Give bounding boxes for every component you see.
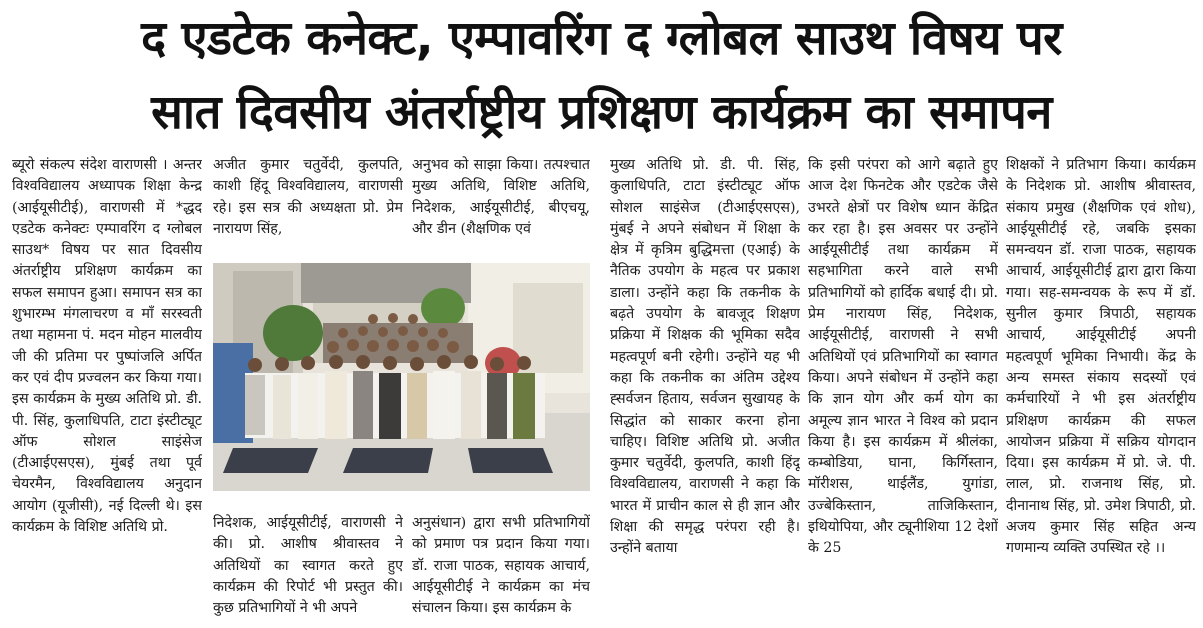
article-column-6 (1006, 155, 1196, 617)
column-4-text: मुख्य अतिथि प्रो. डी. पी. सिंह, कुलाधिपति, टाटा इंस्टीट्यूट ऑफ सोशल साइंसेज (टीआईएसएस), मुंबई ने अपने संबोधन में शिक्षा के क्षेत्र में कृत्रिम बुद्धिमत्ता (एआई) के नैतिक उपयोग के महत्व पर प्रकाश डाला। उन्होंने कहा कि तकनीक के बढ़ते उपयोग के बावजूद शिक्षण प्रक्रिया में शिक्षक की भूमिका सदैव महत्वपूर्ण बनी रहेगी। उन्होंने यह भी कहा कि तकनीक का अंतिम उद्देश्य ह्सर्वजन हिताय, सर्वजन सुखायह के सिद्धांत को साकार करना होना चाहिए। विशिष्ट अतिथि प्रो. अजीत कुमार चतुर्वेदी, कुलपति, काशी हिंदू विश्वविद्यालय, वाराणसी ने कहा कि भारत में प्राचीन काल से ही ज्ञान और शिक्षा की समृद्ध परंपरा रही है। उन्होंने बताया (610, 157, 800, 557)
headline-line-1: द एडटेक कनेक्ट, एम्पावरिंग द ग्लोबल साउथ विषय पर (141, 11, 1062, 66)
column-3-bottom-text: अनुसंधान) द्वारा सभी प्रतिभागियों को प्रमाण पत्र प्रदान किया गया। डॉ. राजा पाठक, सहायक आचार्य, आईयूसीटीई ने कार्यक्रम का मंच संचालन किया। इस कार्यक्रम के (412, 515, 590, 617)
article-column-1 (12, 155, 202, 617)
column-3-top-text: अनुभव को साझा किया। तत्पश्चात मुख्य अतिथि, विशिष्ट अतिथि, निदेशक, आईयूसीटीई, बीएचयू, और डीन (शैक्षणिक एवं (412, 157, 590, 237)
column-5-text: कि इसी परंपरा को आगे बढ़ाते हुए आज देश फिनटेक और एडटेक जैसे उभरते क्षेत्रों पर विशेष ध्यान केंद्रित कर रहा है। इस अवसर पर उन्होंने आईयूसीटीई तथा कार्यक्रम में सहभागिता करने वाले सभी प्रतिभागियों को हार्दिक बधाई दी। प्रो. प्रेम नारायण सिंह, निदेशक, आईयूसीटीई, वाराणसी ने सभी अतिथियों एवं प्रतिभागियों का स्वागत किया। अपने संबोधन में उन्होंने कहा कि ज्ञान योग और कर्म योग का अमूल्य ज्ञान भारत ने विश्व को प्रदान किया है। इस कार्यक्रम में श्रीलंका, कम्बोडिया, घाना, किर्गिस्तान, मॉरीशस, थाईलैंड, युगांडा, उज्बेकिस्तान, ताजिकिस्तान, इथियोपिया, और ट्यूनीशिया 12 देशों के 25 (808, 157, 998, 557)
column-2-bottom-text: निदेशक, आईयूसीटीई, वाराणसी ने की। प्रो. आशीष श्रीवास्तव ने अतिथियों का स्वागत करते हुए कार्यक्रम की रिपोर्ट भी प्रस्तुत की। कुछ प्रतिभागियों ने भी अपने (213, 515, 403, 617)
headline-line-2: सात दिवसीय अंतर्राष्ट्रीय प्रशिक्षण कार्यक्रम का समापन (151, 85, 1052, 140)
group-photo (213, 263, 590, 491)
article-column-4 (610, 155, 800, 617)
article-column-5 (808, 155, 998, 617)
column-2-top-text: अजीत कुमार चतुर्वेदी, कुलपति, काशी हिंदू विश्वविद्यालय, वाराणसी रहे। इस सत्र की अध्यक्षता प्रो. प्रेम नारायण सिंह, (213, 157, 403, 237)
column-6-text: शिक्षकों ने प्रतिभाग किया। कार्यक्रम के निदेशक प्रो. आशीष श्रीवास्तव, संकाय प्रमुख (शैक्षणिक एवं शोध), आईयूसीटीई रहे, जबकि इसका समन्वयन डॉ. राजा पाठक, सहायक आचार्य, आईयूसीटीई द्वारा द्वारा किया गया। सह-समन्वयक के रूप में डॉ. सुनील कुमार त्रिपाठी, सहायक आचार्य, आईयूसीटीई अपनी महत्वपूर्ण भूमिका निभायी। केंद्र के अन्य समस्त संकाय सदस्यों एवं कर्मचारियों ने भी इस अंतर्राष्ट्रीय प्रशिक्षण कार्यक्रम की सफल आयोजन प्रक्रिया में सक्रिय योगदान दिया। इस कार्यक्रम में प्रो. जे. पी. लाल, प्रो. राजनाथ सिंह, प्रो. दीनानाथ सिंह, प्रो. उमेश त्रिपाठी, प्रो. अजय कुमार सिंह सहित अन्य गणमान्य व्यक्ति उपस्थित रहे ।। (1006, 157, 1196, 557)
column-1-text: ब्यूरो संकल्प संदेश वाराणसी । अन्तर विश्वविद्यालय अध्यापक शिक्षा केन्द्र (आईयूसीटीई), वाराणसी में *द्धद एडटेक कनेक्टः एम्पावरिंग द ग्लोबल साउथ* विषय पर सात दिवसीय अंतर्राष्ट्रीय प्रशिक्षण कार्यक्रम का सफल समापन हुआ। समापन सत्र का शुभारम्भ मंगलाचरण व माँ सरस्वती तथा महामना पं. मदन मोहन मालवीय जी की प्रतिमा पर पुष्पांजलि अर्पित कर एवं दीप प्रज्वलन कर किया गया। इस कार्यक्रम के मुख्य अतिथि प्रो. डी. पी. सिंह, कुलाधिपति, टाटा इंस्टीट्यूट ऑफ सोशल साइंसेज (टीआईएसएस), मुंबई तथा पूर्व चेयरमैन, विश्वविद्यालय अनुदान आयोग (यूजीसी), नई दिल्ली थे। इस कार्यक्रम के विशिष्ट अतिथि प्रो. (12, 157, 202, 536)
group-photo-illustration (213, 263, 590, 491)
